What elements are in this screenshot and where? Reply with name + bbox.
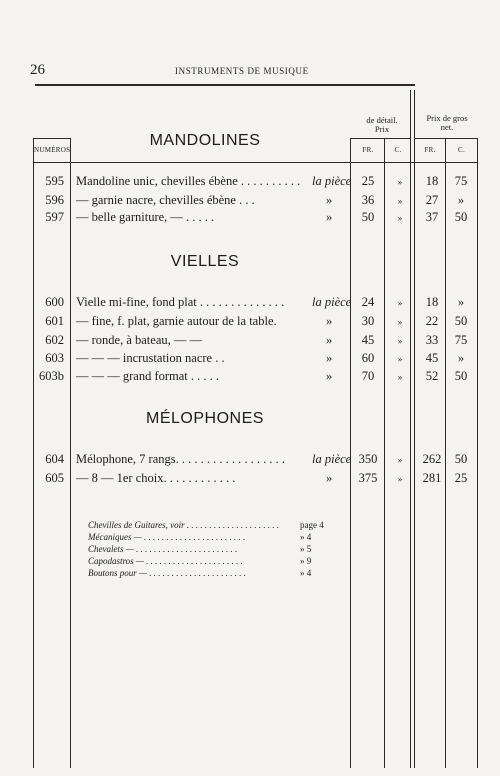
gros-fr-header: FR. (424, 146, 436, 154)
item-number: 604 (45, 452, 64, 466)
reference-page: » 4 (300, 568, 312, 578)
gros-price-fr: 18 (425, 295, 439, 309)
detail-price-c: » (397, 455, 403, 465)
detail-price-fr: 350 (358, 452, 378, 466)
detail-price-c: » (397, 213, 403, 223)
gros-price-fr: 37 (425, 210, 439, 224)
item-number: 603b (39, 369, 64, 383)
gros-price-c: 75 (454, 333, 468, 347)
item-description: Mélophone, 7 rangs. . . . . . . . . . . . . . . . . . (76, 452, 286, 466)
table-row (0, 369, 500, 389)
table-row (0, 314, 500, 334)
reference-label: Chevalets — . . . . . . . . . . . . . . . . . . . . . . . (88, 544, 238, 554)
running-title: INSTRUMENTS DE MUSIQUE (175, 66, 309, 76)
table-row (0, 210, 500, 230)
item-unit: » (326, 193, 333, 207)
header-bottom-rule (33, 162, 477, 163)
detail-price-c: » (397, 474, 403, 484)
item-number: 600 (45, 295, 64, 309)
gros-price-fr: 262 (422, 452, 442, 466)
item-unit: la pièce (312, 174, 352, 188)
item-number: 603 (45, 351, 64, 365)
prix-gros-heading (416, 114, 478, 132)
item-description: — — — grand format . . . . . (76, 369, 220, 383)
list-item (88, 544, 348, 556)
section-title-mandolines: MANDOLINES (149, 132, 261, 149)
list-item (88, 568, 348, 580)
prix-detail-line: de détail. (366, 115, 398, 125)
table-row (0, 351, 500, 371)
detail-price-c: » (397, 298, 403, 308)
table-row (0, 452, 500, 472)
gros-price-c: 50 (454, 369, 468, 383)
gros-price-c: » (457, 295, 465, 309)
item-description: — — — incrustation nacre . . (76, 351, 225, 365)
item-description: — belle garniture, — . . . . . (76, 210, 215, 224)
detail-price-c: » (397, 354, 403, 364)
cross-references (88, 520, 348, 580)
reference-label: Boutons pour — . . . . . . . . . . . . . . . . . . . . . . (88, 568, 247, 578)
gros-c-header: C. (457, 146, 466, 154)
numeros-column-header: NUMÉROS (34, 146, 71, 154)
table-row (0, 471, 500, 491)
detail-price-fr: 70 (361, 369, 375, 383)
gros-price-c: 50 (454, 210, 468, 224)
item-description: — ronde, à bateau, — — (76, 333, 203, 347)
page-number: 26 (30, 62, 45, 78)
gros-price-c: » (457, 351, 465, 365)
item-number: 596 (45, 193, 64, 207)
detail-price-c: » (397, 336, 403, 346)
detail-c-header: C. (394, 146, 402, 154)
detail-price-fr: 60 (361, 351, 375, 365)
gros-price-c: 50 (454, 314, 468, 328)
detail-price-fr: 45 (361, 333, 375, 347)
item-number: 595 (45, 174, 64, 188)
gros-price-c: 75 (454, 174, 468, 188)
prix-label-line: Prix (374, 124, 390, 134)
item-description: Vielle mi-fine, fond plat . . . . . . . . . . . . . . (76, 295, 285, 309)
item-unit: la pièce (312, 295, 352, 309)
detail-price-fr: 375 (358, 471, 378, 485)
table-row (0, 295, 500, 315)
item-number: 601 (45, 314, 64, 328)
list-item (88, 532, 348, 544)
reference-label: Chevilles de Guitares, voir . . . . . . . . . . . . . . . . . . . . . (88, 520, 280, 530)
reference-page: page 4 (300, 520, 324, 530)
table-row (0, 174, 500, 194)
reference-label: Mécaniques — . . . . . . . . . . . . . . . . . . . . . . . (88, 532, 246, 542)
gros-price-c: 25 (454, 471, 468, 485)
item-unit: » (326, 210, 333, 224)
gros-price-fr: 45 (425, 351, 439, 365)
prix-gros-line1: Prix de gros (426, 113, 468, 123)
gros-price-c: 50 (454, 452, 468, 466)
table-row (0, 333, 500, 353)
gros-price-fr: 52 (425, 369, 439, 383)
item-number: 605 (45, 471, 64, 485)
reference-page: » 4 (300, 532, 312, 542)
item-unit: » (326, 351, 333, 365)
detail-price-fr: 36 (361, 193, 375, 207)
gros-price-fr: 22 (425, 314, 439, 328)
header-rule (35, 84, 415, 86)
item-unit: » (326, 333, 333, 347)
list-item (88, 520, 348, 532)
detail-price-fr: 50 (361, 210, 375, 224)
reference-page: » 5 (300, 544, 312, 554)
item-description: — fine, f. plat, garnie autour de la table. (76, 314, 277, 328)
item-description: Mandoline unic, chevilles ébène . . . . . . . . . . (76, 174, 301, 188)
item-number: 597 (45, 210, 64, 224)
item-description: — garnie nacre, chevilles ébène . . . (76, 193, 255, 207)
detail-price-fr: 25 (361, 174, 375, 188)
detail-fr-header: FR. (362, 146, 374, 154)
detail-price-c: » (397, 317, 403, 327)
detail-price-c: » (397, 196, 403, 206)
list-item (88, 556, 348, 568)
detail-price-fr: 24 (361, 295, 375, 309)
item-unit: » (326, 471, 333, 485)
gros-price-c: » (457, 193, 465, 207)
gros-price-fr: 27 (425, 193, 439, 207)
section-title-vielles: VIELLES (170, 253, 240, 270)
detail-price-fr: 30 (361, 314, 375, 328)
gros-price-fr: 18 (425, 174, 439, 188)
item-description: — 8 — 1er choix. . . . . . . . . . . . (76, 471, 236, 485)
gros-price-fr: 281 (422, 471, 442, 485)
reference-label: Capodastros — . . . . . . . . . . . . . . . . . . . . . . (88, 556, 243, 566)
item-unit: » (326, 369, 333, 383)
reference-page: » 9 (300, 556, 312, 566)
item-unit: » (326, 314, 333, 328)
detail-price-c: » (397, 177, 403, 187)
gros-price-fr: 33 (425, 333, 439, 347)
section-title-melophones: MÉLOPHONES (146, 410, 264, 427)
item-number: 602 (45, 333, 64, 347)
prix-gros-line2: net. (440, 122, 454, 132)
detail-price-c: » (397, 372, 403, 382)
item-unit: la pièce (312, 452, 352, 466)
